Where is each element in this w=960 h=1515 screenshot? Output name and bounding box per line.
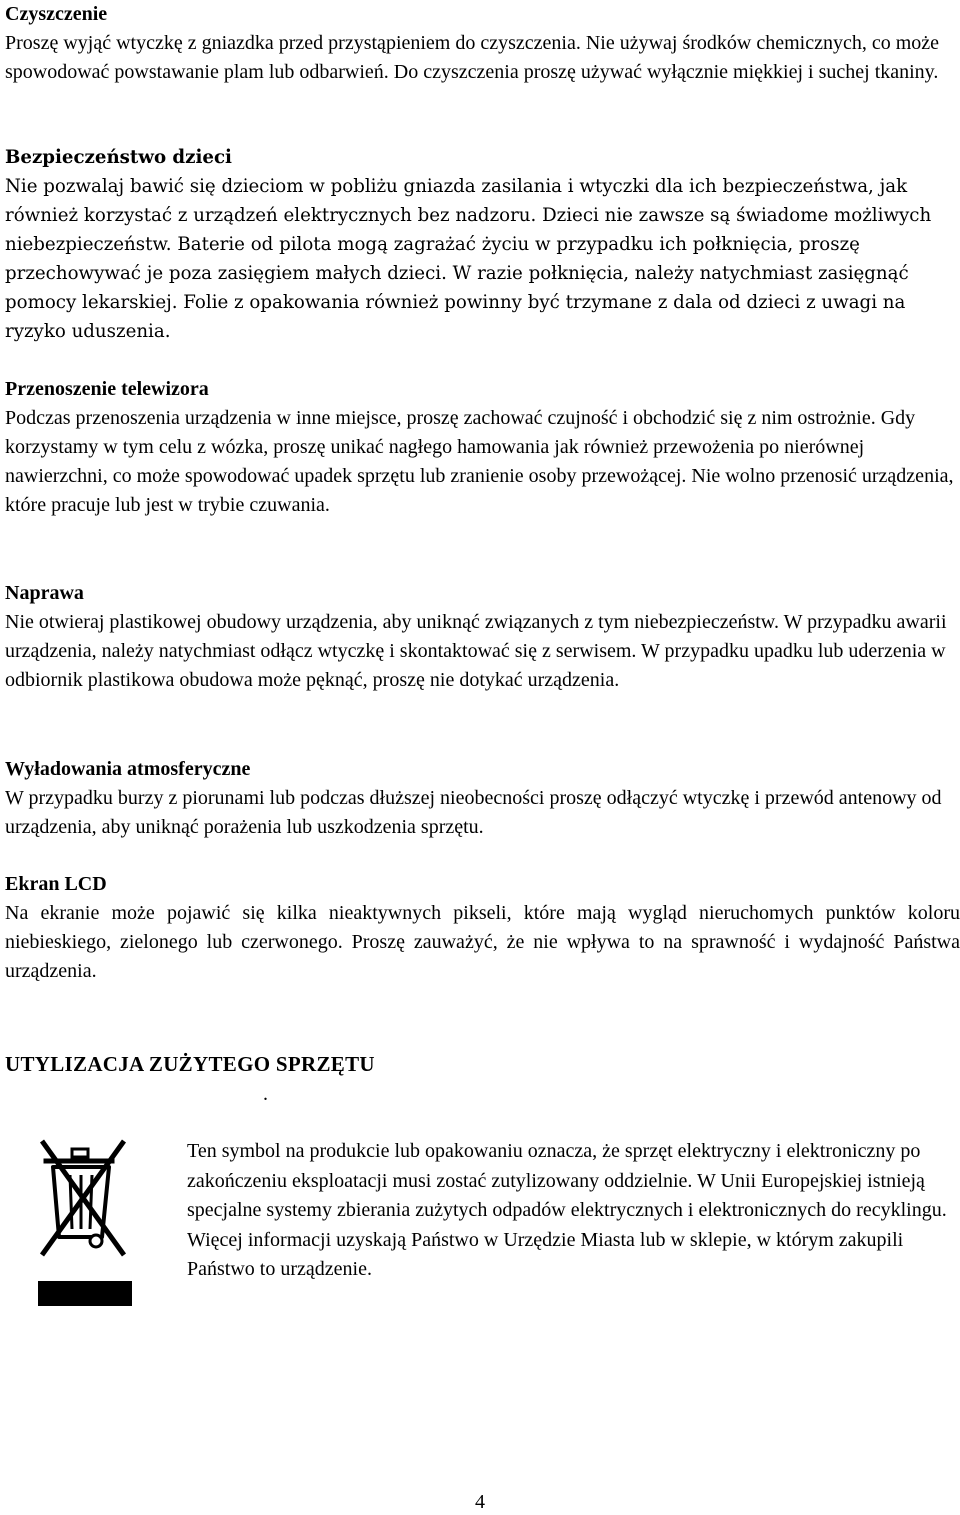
page-number: 4 — [475, 1491, 485, 1513]
section-moving-tv — [5, 375, 960, 520]
section-child-safety — [5, 143, 960, 346]
section-body: Na ekranie może pojawić się kilka nieaktywnych pikseli, które mają wygląd nieruchomych punktów koloru niebieskiego, zielonego lub czerwonego. Proszę zauważyć, że nie wpływa to na sprawność i wydajność Państwa urządzenia. — [5, 902, 960, 982]
stray-dot: . — [263, 1083, 268, 1105]
section-body: Nie pozwalaj bawić się dzieciom w pobliżu gniazda zasilania i wtyczki dla ich bezpieczeństwa, jak również korzystać z urządzeń elektrycznych bez nadzoru. Dzieci nie zawsze są świadome możliwych niebezpieczeństw. Baterie od pilota mogą zagrażać życiu w przypadku ich połknięcia, proszę przechowywać je poza zasięgiem małych dzieci. W razie połknięcia, należy natychmiast zasięgnąć pomocy lekarskiej. Folie z opakowania również powinny być trzymane z dala od dzieci z uwagi na ryzyko uduszenia. — [5, 176, 932, 342]
section-lightning — [5, 755, 960, 842]
section-title: Przenoszenie telewizora — [5, 378, 209, 400]
section-body: W przypadku burzy z piorunami lub podczas dłuższej nieobecności proszę odłączyć wtyczkę i przewód antenowy od urządzenia, aby uniknąć porażenia lub uszkodzenia sprzętu. — [5, 787, 942, 838]
disposal-title: UTYLIZACJA ZUŻYTEGO SPRZĘTU — [5, 1052, 375, 1076]
crossed-out-wheelie-bin-icon — [36, 1133, 132, 1307]
section-body: Podczas przenoszenia urządzenia w inne miejsce, proszę zachować czujność i obchodzić się z nim ostrożnie. Gdy korzystamy w tym celu z wózka, proszę unikać nagłego hamowania jak również przewożenia po nierównej nawierzchni, co może spowodować upadek sprzętu lub zranienie osoby przewożącej. Nie wolno przenosić urządzenia, które pracuje lub jest w trybie czuwania. — [5, 407, 954, 516]
section-title: Wyładowania atmosferyczne — [5, 758, 251, 780]
section-title: Naprawa — [5, 582, 84, 604]
section-title: Czyszczenie — [5, 3, 108, 25]
section-lcd-screen — [5, 870, 960, 986]
section-body: Nie otwieraj plastikowej obudowy urządzenia, aby uniknąć związanych z tym niebezpieczeństw. W przypadku awarii urządzenia, należy natychmiast odłącz wtyczkę i skontaktować się z serwisem. W przypadku upadku lub uderzenia w odbiornik plastikowa obudowa może pęknąć, proszę nie dotykać urządzenia. — [5, 611, 947, 691]
disposal-description: Ten symbol na produkcie lub opakowaniu oznacza, że sprzęt elektryczny i elektroniczny po zakończeniu eksploatacji musi zostać zutylizowany oddzielnie. W Unii Europejskiej istnieją specjalne systemy zbierania zużytych odpadów elektrycznych i elektronicznych do recyklingu. Więcej informacji uzyskają Państwo w Urzędzie Miasta lub w sklepie, w którym zakupili Państwo to urządzenie. — [187, 1140, 947, 1280]
section-repair — [5, 579, 960, 695]
section-title: Bezpieczeństwo dzieci — [5, 147, 232, 168]
section-cleaning — [5, 0, 960, 87]
section-body: Proszę wyjąć wtyczkę z gniazdka przed przystąpieniem do czyszczenia. Nie używaj środków chemicznych, co może spowodować powstawanie plam lub odbarwień. Do czyszczenia proszę używać wyłącznie miękkiej i suchej tkaniny. — [5, 32, 940, 83]
section-title: Ekran LCD — [5, 873, 107, 895]
